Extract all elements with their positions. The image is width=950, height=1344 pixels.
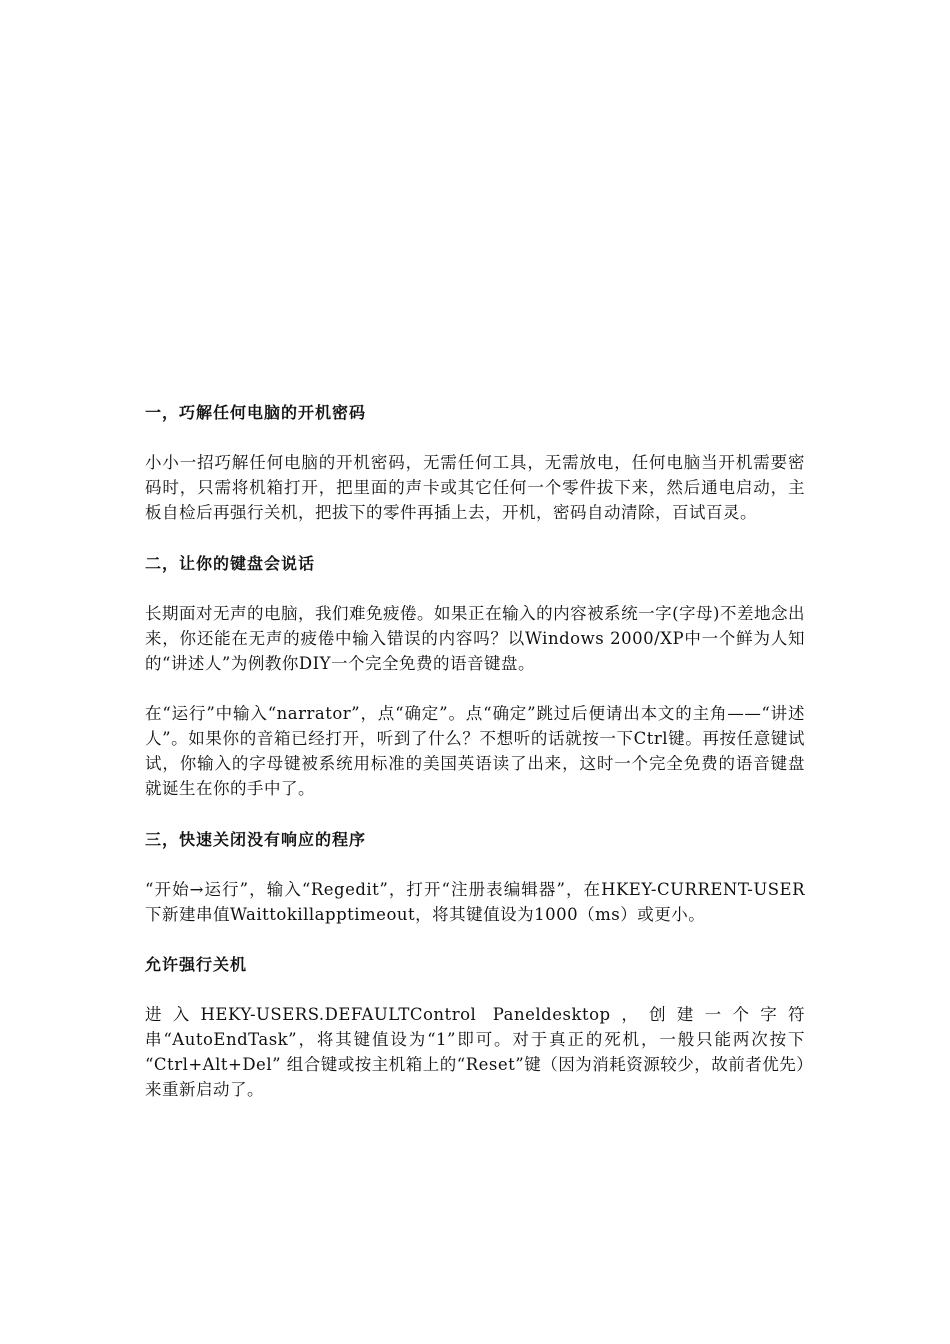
paragraph-narrator-intro: 长期面对无声的电脑，我们难免疲倦。如果正在输入的内容被系统一字(字母)不差地念出来，你还能在无声的疲倦中输入错误的内容吗？以Windows 2000/XP中一个鲜为人知的“讲述人”为例教你DIY一个完全免费的语音键盘。 [145,604,805,673]
section-heading-password: 一，巧解任何电脑的开机密码 [145,403,367,422]
section-heading-talking-keyboard: 二，让你的键盘会说话 [145,554,316,573]
document-body [145,400,805,1102]
section-heading-close-unresponsive: 三，快速关闭没有响应的程序 [145,830,367,849]
paragraph-autoendtask: 进入HEKY-USERS.DEFAULTControl Paneldesktop，创建一个字符串“AutoEndTask”，将其键值设为“1”即可。对于真正的死机，一般只能两次按下 “Ctrl+Alt+Del” 组合键或按主机箱上的“Reset”键（因为消耗资源较少，故前者优先）来重新启动了。 [145,1005,805,1099]
paragraph-password-tip: 小小一招巧解任何电脑的开机密码，无需任何工具，无需放电，任何电脑当开机需要密码时，只需将机箱打开，把里面的声卡或其它任何一个零件拔下来，然后通电启动，主板自检后再强行关机，把拔下的零件再插上去，开机，密码自动清除，百试百灵。 [145,453,805,522]
paragraph-registry-timeout: “开始→运行”，输入“Regedit”，打开“注册表编辑器”，在HKEY-CURRENT-USER下新建串值Waittokillapptimeout，将其键值设为1000（ms）或更小。 [145,880,805,924]
paragraph-narrator-steps: 在“运行”中输入“narrator”，点“确定”。点“确定”跳过后便请出本文的主角——“讲述人”。如果你的音箱已经打开，听到了什么？不想听的话就按一下Ctrl键。再按任意键试试，你输入的字母键被系统用标准的美国英语读了出来，这时一个完全免费的语音键盘就诞生在你的手中了。 [145,704,805,798]
section-heading-force-shutdown: 允许强行关机 [145,955,248,974]
